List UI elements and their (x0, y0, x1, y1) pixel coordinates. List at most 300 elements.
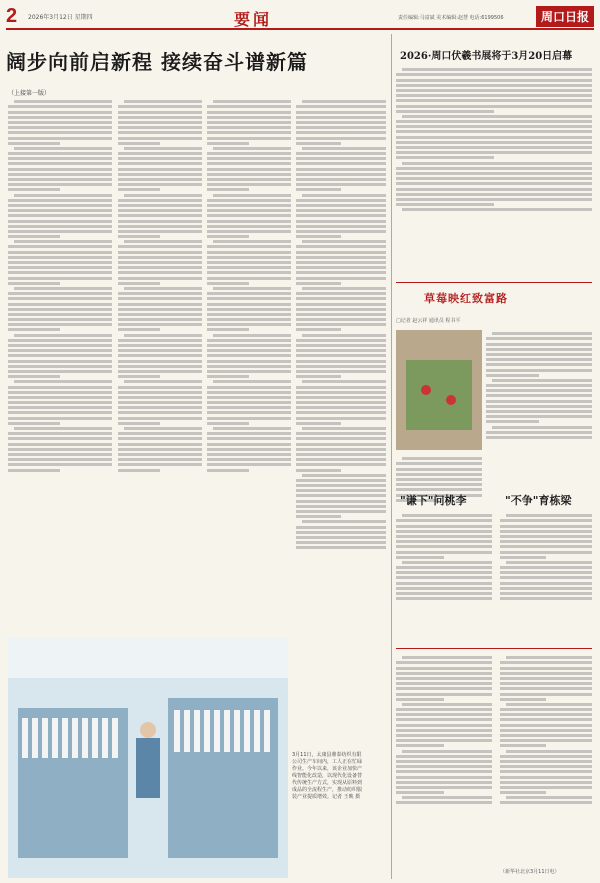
text-line (296, 137, 386, 140)
text-line (207, 121, 291, 124)
text-line (396, 729, 492, 732)
text-line (124, 100, 202, 103)
greenhouse-illustration (396, 330, 482, 450)
text-line (296, 297, 386, 300)
text-line (396, 713, 492, 716)
text-line (14, 100, 112, 103)
text-line (207, 271, 291, 274)
text-line (296, 396, 386, 399)
text-line (296, 261, 386, 264)
text-line (8, 453, 112, 456)
text-line (296, 479, 386, 482)
text-line (396, 667, 492, 670)
text-line (396, 734, 492, 737)
text-line (296, 541, 386, 544)
text-line (396, 597, 492, 600)
text-line (118, 313, 202, 316)
text-line (118, 406, 202, 409)
text-line (14, 334, 112, 337)
text-line (118, 142, 160, 145)
text-line (486, 374, 539, 377)
text-line (8, 126, 112, 129)
text-line (396, 587, 492, 590)
text-line (396, 770, 492, 773)
text-line (486, 405, 592, 408)
text-line (296, 375, 341, 378)
page-header (6, 6, 594, 30)
text-line (213, 427, 291, 430)
text-line (296, 370, 386, 373)
text-line (486, 363, 592, 366)
essay-title-2: "不争"育栋梁 (505, 494, 572, 507)
text-line (296, 245, 386, 248)
text-line (8, 266, 112, 269)
text-line (118, 209, 202, 212)
text-line (486, 431, 592, 434)
text-line (207, 396, 291, 399)
text-line (207, 199, 291, 202)
text-line (118, 126, 202, 129)
body-column-2 (118, 98, 202, 633)
text-line (396, 571, 492, 574)
text-line (118, 168, 202, 171)
text-line (396, 136, 592, 139)
text-line (118, 157, 202, 160)
text-line (8, 318, 112, 321)
text-line (296, 505, 386, 508)
text-line (213, 147, 291, 150)
text-line (396, 125, 592, 128)
text-line (8, 204, 112, 207)
text-line (8, 173, 112, 176)
text-line (500, 682, 592, 685)
text-line (296, 354, 386, 357)
text-line (207, 432, 291, 435)
text-line (118, 131, 202, 134)
text-line (8, 225, 112, 228)
text-line (207, 443, 291, 446)
text-line (118, 386, 202, 389)
text-line (207, 214, 291, 217)
text-line (118, 453, 202, 456)
text-line (207, 391, 291, 394)
text-line (118, 443, 202, 446)
text-line (396, 483, 482, 486)
text-line (296, 318, 386, 321)
text-line (486, 436, 592, 439)
text-line (402, 656, 492, 659)
text-line (296, 411, 386, 414)
text-line (296, 235, 341, 238)
text-line (8, 105, 112, 108)
text-line (8, 230, 112, 233)
text-line (8, 162, 112, 165)
text-line (396, 473, 482, 476)
text-line (486, 389, 592, 392)
text-line (486, 353, 592, 356)
text-line (296, 131, 386, 134)
text-line (296, 531, 386, 534)
text-line (8, 121, 112, 124)
text-line (396, 530, 492, 533)
text-line (8, 396, 112, 399)
text-line (396, 540, 492, 543)
text-line (302, 194, 386, 197)
divider-line-2 (396, 648, 592, 649)
spinning-machines-illustration (8, 638, 288, 878)
text-line (396, 167, 592, 170)
text-line (124, 287, 202, 290)
text-line (296, 308, 386, 311)
text-line (296, 406, 386, 409)
text-line (118, 391, 202, 394)
text-line (296, 162, 386, 165)
body-column-4 (296, 98, 386, 748)
text-line (8, 411, 112, 414)
text-line (207, 266, 291, 269)
text-line (118, 266, 202, 269)
text-line (396, 551, 492, 554)
text-line (207, 277, 291, 280)
text-line (500, 576, 592, 579)
text-line (118, 230, 202, 233)
text-line (396, 468, 482, 471)
text-line (296, 546, 386, 549)
text-line (500, 592, 592, 595)
text-line (207, 235, 249, 238)
text-line (296, 344, 386, 347)
text-line (207, 360, 291, 363)
text-line (207, 126, 291, 129)
text-line (207, 453, 291, 456)
text-line (207, 303, 291, 306)
text-line (207, 256, 291, 259)
bottom-story-2 (500, 654, 592, 869)
text-line (296, 500, 386, 503)
text-line (207, 183, 291, 186)
text-line (207, 417, 291, 420)
text-line (500, 677, 592, 680)
text-line (296, 422, 341, 425)
text-line (396, 84, 592, 87)
text-line (492, 426, 592, 429)
text-line (396, 519, 492, 522)
text-line (118, 354, 202, 357)
strawberry-headline: 草莓映红致富路 (424, 292, 508, 305)
text-line (302, 240, 386, 243)
text-line (118, 360, 202, 363)
text-line (500, 744, 546, 747)
text-line (296, 417, 386, 420)
text-line (8, 235, 60, 238)
text-line (500, 781, 592, 784)
text-line (8, 463, 112, 466)
text-line (396, 99, 592, 102)
text-line (8, 251, 112, 254)
text-line (296, 313, 386, 316)
text-line (396, 791, 444, 794)
text-line (296, 209, 386, 212)
text-line (207, 131, 291, 134)
text-line (118, 188, 160, 191)
text-line (118, 245, 202, 248)
text-line (14, 240, 112, 243)
text-line (8, 209, 112, 212)
text-line (402, 457, 482, 460)
text-line (8, 277, 112, 280)
issue-date: 2026年3月12日 星期四 (28, 14, 93, 21)
text-line (396, 193, 592, 196)
text-line (296, 271, 386, 274)
text-line (396, 801, 492, 804)
text-line (207, 142, 249, 145)
text-line (302, 147, 386, 150)
text-line (207, 282, 249, 285)
text-line (207, 365, 291, 368)
text-line (500, 525, 592, 528)
text-line (500, 801, 592, 804)
text-line (500, 530, 592, 533)
text-line (213, 240, 291, 243)
text-line (506, 750, 592, 753)
strawberry-story (486, 330, 592, 490)
text-line (118, 261, 202, 264)
text-line (8, 271, 112, 274)
text-line (296, 188, 341, 191)
text-line (396, 592, 492, 595)
text-line (207, 386, 291, 389)
book-fair-headline: 2026·周口伏羲书展将于3月20日启幕 (400, 51, 573, 62)
text-line (506, 656, 592, 659)
text-line (296, 360, 386, 363)
text-line (207, 328, 249, 331)
text-line (396, 488, 482, 491)
text-line (8, 417, 112, 420)
text-line (8, 313, 112, 316)
text-line (207, 209, 291, 212)
text-line (396, 94, 592, 97)
text-line (8, 303, 112, 306)
text-line (8, 344, 112, 347)
text-line (402, 162, 592, 165)
text-line (8, 432, 112, 435)
text-line (8, 183, 112, 186)
text-line (396, 776, 492, 779)
text-line (14, 380, 112, 383)
text-line (486, 415, 592, 418)
text-line (402, 750, 492, 753)
text-line (296, 328, 341, 331)
text-line (118, 225, 202, 228)
text-line (207, 225, 291, 228)
text-line (14, 194, 112, 197)
text-line (296, 463, 386, 466)
text-line (296, 251, 386, 254)
text-line (396, 89, 592, 92)
text-line (8, 142, 60, 145)
text-line (296, 349, 386, 352)
text-line (118, 437, 202, 440)
text-line (118, 458, 202, 461)
text-line (396, 105, 592, 108)
text-line (207, 406, 291, 409)
text-line (8, 137, 112, 140)
text-line (118, 116, 202, 119)
text-line (506, 703, 592, 706)
text-line (207, 188, 249, 191)
text-line (8, 391, 112, 394)
text-line (296, 152, 386, 155)
text-line (8, 111, 112, 114)
text-line (118, 349, 202, 352)
text-line (296, 432, 386, 435)
text-line (8, 308, 112, 311)
text-line (296, 292, 386, 295)
text-line (296, 168, 386, 171)
column-divider (391, 34, 392, 879)
text-line (486, 420, 539, 423)
text-line (207, 318, 291, 321)
text-line (118, 178, 202, 181)
text-line (296, 489, 386, 492)
factory-photo (8, 638, 288, 878)
text-line (118, 308, 202, 311)
text-line (8, 360, 112, 363)
text-line (486, 384, 592, 387)
text-line (296, 453, 386, 456)
text-line (296, 282, 341, 285)
text-line (500, 545, 592, 548)
text-line (296, 225, 386, 228)
text-line (396, 120, 592, 123)
text-line (296, 277, 386, 280)
text-line (396, 576, 492, 579)
continuation-label: （上接第一版） (8, 90, 51, 97)
text-line (8, 458, 112, 461)
text-line (296, 469, 341, 472)
body-column-3 (207, 98, 291, 633)
text-line (207, 152, 291, 155)
text-line (296, 365, 386, 368)
text-line (213, 334, 291, 337)
text-line (500, 535, 592, 538)
text-line (396, 566, 492, 569)
text-line (207, 162, 291, 165)
text-line (8, 116, 112, 119)
text-line (500, 519, 592, 522)
text-line (500, 791, 546, 794)
text-line (396, 79, 592, 82)
text-line (500, 667, 592, 670)
divider-line (396, 282, 592, 283)
text-line (500, 687, 592, 690)
text-line (124, 427, 202, 430)
text-line (500, 551, 592, 554)
text-line (500, 713, 592, 716)
text-line (8, 168, 112, 171)
text-line (118, 105, 202, 108)
text-line (296, 386, 386, 389)
text-line (14, 427, 112, 430)
text-line (118, 162, 202, 165)
text-line (118, 111, 202, 114)
text-line (118, 282, 160, 285)
text-line (402, 703, 492, 706)
essay-column-1 (396, 512, 492, 642)
text-line (8, 422, 60, 425)
text-line (118, 152, 202, 155)
text-line (118, 365, 202, 368)
text-line (402, 796, 492, 799)
text-line (207, 354, 291, 357)
text-line (296, 443, 386, 446)
text-line (296, 204, 386, 207)
text-line (486, 348, 592, 351)
text-line (8, 328, 60, 331)
text-line (302, 334, 386, 337)
text-line (396, 525, 492, 528)
text-line (207, 422, 249, 425)
text-line (8, 370, 112, 373)
text-line (213, 287, 291, 290)
text-line (8, 292, 112, 295)
text-line (302, 474, 386, 477)
text-line (118, 401, 202, 404)
text-line (396, 724, 492, 727)
main-headline: 阔步向前启新程 接续奋斗谱新篇 (6, 50, 308, 74)
text-line (486, 410, 592, 413)
text-line (500, 739, 592, 742)
text-line (296, 494, 386, 497)
text-line (118, 199, 202, 202)
text-line (500, 556, 546, 559)
text-line (118, 318, 202, 321)
text-line (207, 313, 291, 316)
text-line (296, 220, 386, 223)
text-line (302, 520, 386, 523)
text-line (506, 514, 592, 517)
text-line (296, 121, 386, 124)
text-line (8, 354, 112, 357)
text-line (207, 308, 291, 311)
text-line (396, 781, 492, 784)
text-line (296, 437, 386, 440)
text-line (492, 379, 592, 382)
text-line (500, 693, 592, 696)
text-line (8, 349, 112, 352)
text-line (500, 672, 592, 675)
text-line (500, 582, 592, 585)
text-line (296, 111, 386, 114)
text-line (207, 344, 291, 347)
text-line (396, 677, 492, 680)
text-line (396, 739, 492, 742)
text-line (506, 561, 592, 564)
text-line (207, 370, 291, 373)
text-line (302, 380, 386, 383)
text-line (207, 349, 291, 352)
text-line (8, 256, 112, 259)
text-line (396, 535, 492, 538)
text-line (500, 755, 592, 758)
text-line (396, 172, 592, 175)
text-line (492, 332, 592, 335)
essay-title-1: "谦下"问桃李 (400, 494, 467, 507)
text-line (118, 411, 202, 414)
text-line (302, 427, 386, 430)
text-line (118, 297, 202, 300)
text-line (118, 204, 202, 207)
